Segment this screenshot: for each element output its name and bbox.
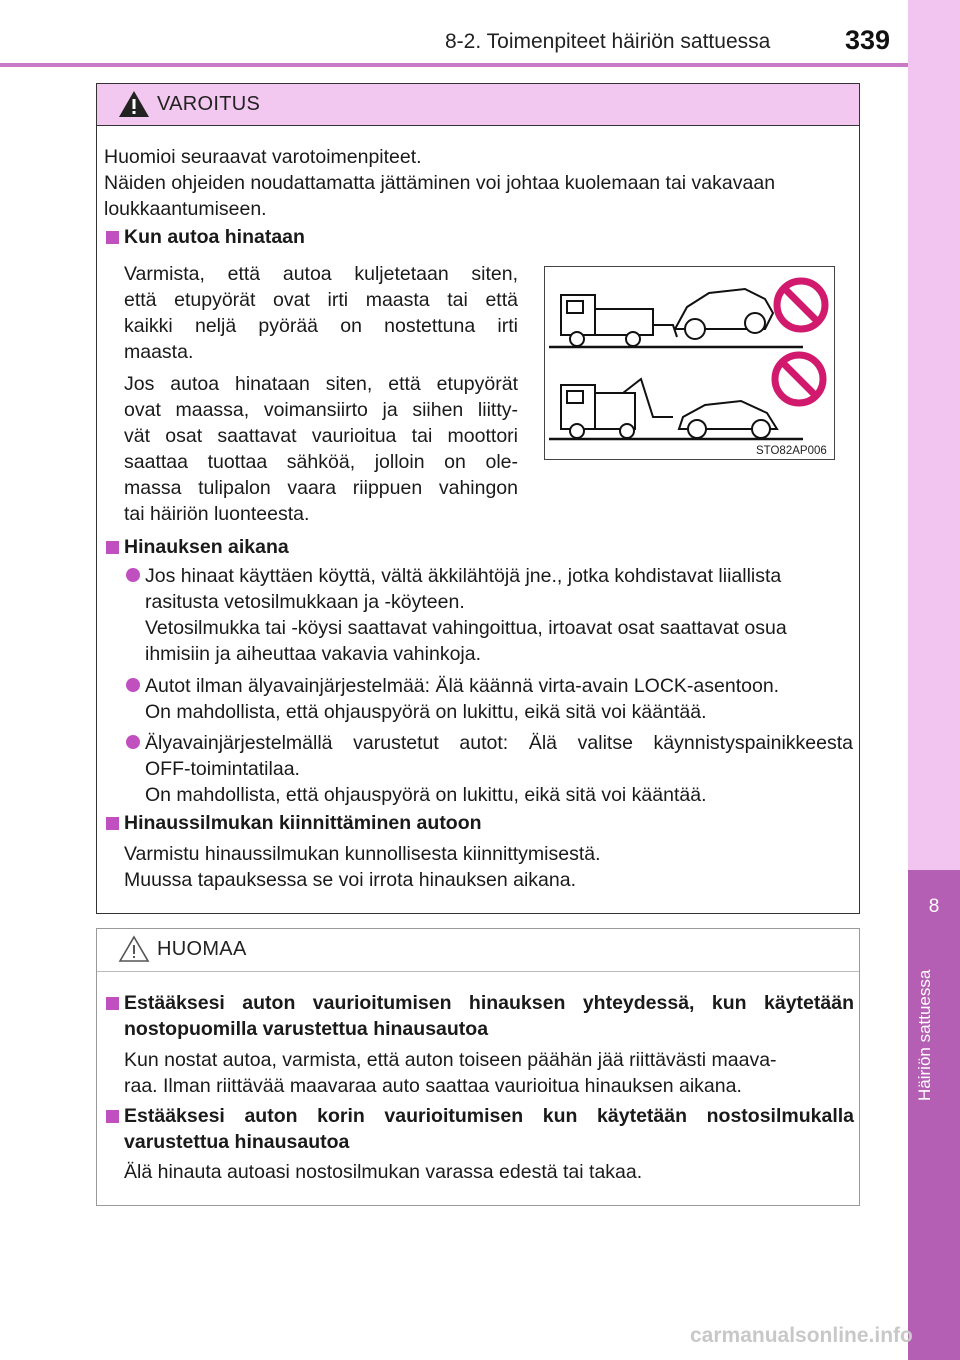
paragraph-line: saattaa tuottaa sähköä, jolloin on ole- [124, 451, 518, 473]
chapter-title: Häiriön sattuessa [915, 969, 934, 1101]
illustration-caption: STO82AP006 [756, 445, 827, 457]
header-divider [0, 63, 908, 67]
paragraph-line: massa tulipalon vaara riippuen vahingon [124, 477, 518, 499]
bullet-line: OFF-toimintatilaa. [145, 758, 300, 780]
paragraph-line: että etupyörät ovat irti maasta tai että [124, 289, 518, 311]
paragraph-line: raa. Ilman riittävää maavaraa auto saattaa vaurioitua hinauksen aikana. [124, 1075, 742, 1097]
notice-title: HUOMAA [157, 938, 247, 960]
bullet-dot [126, 568, 140, 582]
warning-title: VAROITUS [157, 93, 261, 115]
section-square-marker [106, 541, 119, 554]
bullet-line: Autot ilman älyavainjärjestelmää: Älä käännä virta-avain LOCK-asentoon. [145, 675, 780, 697]
paragraph-line: Varmistu hinaussilmukan kunnollisesta kiinnittymisestä. [124, 843, 601, 865]
towed-car-top [675, 289, 773, 339]
section-title: 8-2. Toimenpiteet häiriön sattuessa [445, 30, 771, 53]
page-number: 339 [845, 25, 891, 55]
paragraph-line: tai häiriön luonteesta. [124, 503, 310, 525]
towed-car-bottom [679, 401, 777, 438]
section-square-marker [106, 817, 119, 830]
tow-truck-top [561, 295, 677, 346]
paragraph-line: maasta. [124, 341, 194, 363]
paragraph-line: Kun nostat autoa, varmista, että auton toiseen päähän jää riittävästi maava- [124, 1049, 777, 1071]
section-heading: Estääksesi auton korin vaurioitumisen kun käytetään nostosilmukalla [124, 1105, 854, 1127]
paragraph-line: kaikki neljä pyörää on nostettuna irti [124, 315, 518, 337]
tow-truck-bottom [561, 379, 673, 438]
warning-intro-line: Huomioi seuraavat varotoimenpiteet. [104, 146, 422, 168]
warning-triangle-icon [117, 89, 151, 119]
section-heading: Hinaussilmukan kiinnittäminen autoon [124, 812, 482, 834]
bullet-dot [126, 735, 140, 749]
prohibition-sign-bottom-icon [775, 355, 823, 403]
bullet-line: Älyavainjärjestelmällä varustetut autot: Älä valitse käynnistyspainikkeesta [145, 732, 853, 754]
bullet-line: ihmisiin ja aiheuttaa vakavia vahinkoja. [145, 643, 482, 665]
caution-triangle-icon [117, 934, 151, 964]
section-heading: Estääksesi auton vaurioitumisen hinauksen yhteydessä, kun käytetään [124, 992, 854, 1014]
bullet-dot [126, 678, 140, 692]
paragraph-line: ovat maassa, voimansiirto ja siihen liitty- [124, 399, 518, 421]
paragraph-line: Varmista, että autoa kuljetetaan siten, [124, 263, 518, 285]
section-heading: varustettua hinausautoa [124, 1131, 350, 1153]
section-heading: Kun autoa hinataan [124, 226, 305, 248]
towing-illustration [544, 266, 835, 460]
paragraph-line: vät osat saattavat vaurioitua tai moottori [124, 425, 518, 447]
tow-truck-drawing [545, 267, 834, 459]
section-square-marker [106, 1110, 119, 1123]
paragraph-line: Muussa tapauksessa se voi irrota hinauksen aikana. [124, 869, 577, 891]
bullet-line: rasitusta vetosilmukkaan ja -köyteen. [145, 591, 465, 613]
section-square-marker [106, 997, 119, 1010]
paragraph-line: Älä hinauta autoasi nostosilmukan varassa edestä tai takaa. [124, 1161, 643, 1183]
bullet-line: Vetosilmukka tai -köysi saattavat vahingoittua, irtoavat osat saattavat osua [145, 617, 787, 639]
bullet-line: On mahdollista, että ohjauspyörä on lukittu, eikä sitä voi kääntää. [145, 784, 707, 806]
warning-header [97, 84, 859, 126]
prohibition-sign-top-icon [777, 281, 825, 329]
section-heading: nostopuomilla varustettua hinausautoa [124, 1018, 489, 1040]
paragraph-line: Jos autoa hinataan siten, että etupyörät [124, 373, 518, 395]
warning-intro-line: Näiden ohjeiden noudattamatta jättäminen voi johtaa kuolemaan tai vakavaan [104, 172, 776, 194]
chapter-number: 8 [928, 896, 940, 917]
section-heading: Hinauksen aikana [124, 536, 289, 558]
watermark: carmanualsonline.info [690, 1324, 913, 1347]
bullet-line: On mahdollista, että ohjauspyörä on lukittu, eikä sitä voi kääntää. [145, 701, 707, 723]
section-square-marker [106, 231, 119, 244]
notice-header [97, 929, 859, 972]
bullet-line: Jos hinaat käyttäen köyttä, vältä äkkilähtöjä jne., jotka kohdistavat liiallista [145, 565, 782, 587]
warning-intro-line: loukkaantumiseen. [104, 198, 267, 220]
